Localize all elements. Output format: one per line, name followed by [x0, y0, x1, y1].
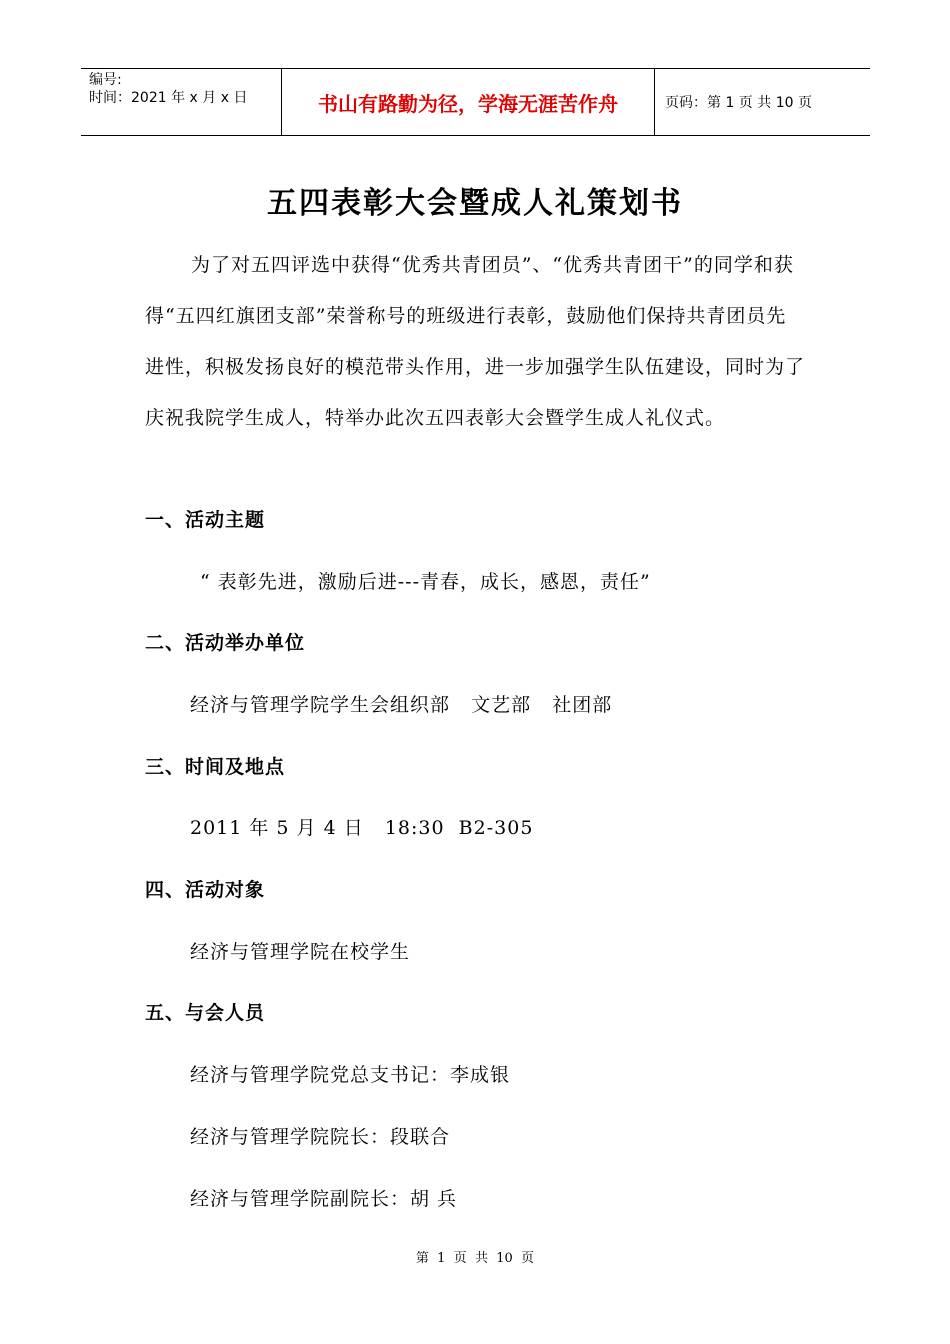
section-heading-theme: 一、活动主题: [145, 509, 266, 531]
section-heading-organizer: 二、活动举办单位: [145, 632, 306, 654]
header-page-info: 页码：第 1 页 共 10 页: [665, 95, 812, 111]
section-heading-attendees: 五、与会人员: [145, 1002, 266, 1024]
page-footer: 第 1 页 共 10 页: [415, 1251, 535, 1266]
time-label: 时间：2021 年 x 月 x 日: [89, 90, 248, 106]
number-label: 编号:: [89, 72, 122, 88]
document-title: 五四表彰大会暨成人礼策划书: [267, 186, 683, 221]
intro-paragraph: 为了对五四评选中获得“优秀共青团员”、“优秀共青团干”的同学和获得“五四红旗团支部”荣誉称号的班级进行表彰，鼓励他们保持共青团员先进性，积极发扬良好的模范带头作用，进一步加强学生队伍建设，同时为了庆祝我院学生成人，特举办此次五四表彰大会暨学生成人礼仪式。: [145, 254, 806, 429]
header-meta: [81, 69, 282, 135]
attendee-line: 经济与管理学院党总支书记：李成银: [190, 1064, 511, 1086]
header-motto: 书山有路勤为径，学海无涯苦作舟: [282, 69, 655, 135]
section-content-theme: “ 表彰先进，激励后进---青春，成长，感恩，责任”: [200, 571, 651, 593]
section-content-time-place: 2011 年 5 月 4 日 18:30 B2-305: [190, 817, 534, 839]
attendee-line: 经济与管理学院院长：段联合: [190, 1126, 451, 1148]
section-heading-time-place: 三、时间及地点: [145, 756, 286, 778]
attendee-line: 经济与管理学院副院长：胡 兵: [190, 1188, 458, 1210]
section-content-organizer: 经济与管理学院学生会组织部 文艺部 社团部: [190, 694, 613, 716]
section-content-audience: 经济与管理学院在校学生: [190, 941, 411, 963]
section-heading-audience: 四、活动对象: [145, 879, 266, 901]
document-header: [81, 68, 870, 136]
